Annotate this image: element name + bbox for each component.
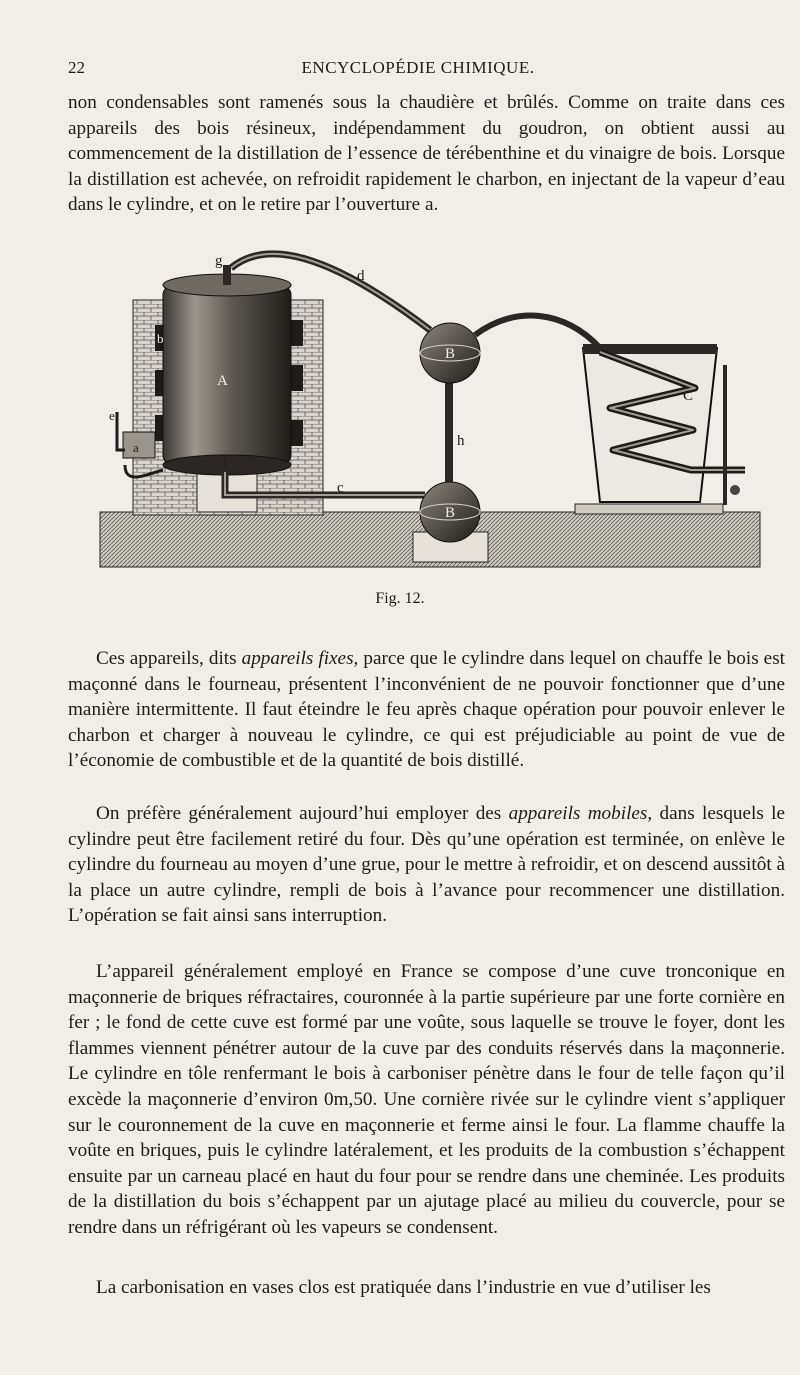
label-i: i — [223, 455, 227, 470]
page-header — [68, 58, 768, 84]
text-run: Ces appareils, dits — [96, 648, 242, 669]
label-g: g — [215, 253, 223, 269]
label-e: e — [109, 408, 115, 423]
label-h: h — [457, 433, 465, 449]
figure-caption: Fig. 12. — [375, 590, 425, 607]
figure-distillation-apparatus — [95, 240, 765, 585]
label-d: d — [357, 268, 365, 284]
label-B-top: B — [445, 346, 456, 362]
paragraph-fixed-apparatus — [68, 646, 785, 774]
running-title: ENCYCLOPÉDIE CHIMIQUE. — [301, 58, 535, 77]
page-number: 22 — [68, 58, 85, 77]
label-cylinder-A: A — [217, 373, 228, 389]
label-B-bottom: B — [445, 505, 456, 521]
label-condenser-C: C — [683, 388, 694, 404]
label-b: b — [157, 331, 164, 346]
label-c: c — [337, 480, 344, 496]
paragraph-closed-vessel: La carbonisation en vases clos est pratiquée dans l’industrie en vue d’utiliser les — [96, 1277, 711, 1298]
label-a: a — [133, 440, 139, 455]
text-run: On préfère généralement aujourd’hui employer des — [96, 803, 509, 824]
italic-term: appareils mobiles — [508, 803, 648, 824]
text-run: , parce que le cylindre dans lequel on chauffe le bois est maçonné dans le fourneau, présentent l’inconvénient de ne pouvoir fonctionner que d’une manière intermittente. Il faut éteindre le feu après chaque opération pour pouvoir enlever le charbon et charger à nouveau le cylindre, ce qui est préjudiciable au point de vue de l’économie de combustible et de la quantité de bois distillé. — [68, 648, 785, 772]
italic-term: appareils fixes — [241, 648, 354, 669]
apparatus-illustration — [95, 240, 765, 585]
paragraph-mobile-apparatus — [68, 801, 785, 929]
paragraph-french-apparatus: L’appareil généralement employé en France se compose d’une cuve tronconique en maçonnerie de briques réfractaires, couronnée à la partie supérieure par une forte cornière en fer ; le fond de cette cuve est formé par une voûte, sous laquelle se trouve le foyer, dont les flammes viennent pénétrer autour de la cuve par des conduits réservés dans la maçonnerie. Le cylindre en tôle renfermant le bois à carboniser pénètre dans le four de telle façon qu’il excède la maçonnerie d’environ 0m,50. Une cornière rivée sur le cylindre vient s’appliquer sur le couronnement de la cuve en maçonnerie et ferme ainsi le four. La flamme chauffe la voûte en briques, puis le cylindre latéralement, et les produits de la combustion s’échappent ensuite par un carneau placé en haut du four pour se rendre dans une cheminée. Les produits de la distillation du bois s’échappent par un ajutage placé au milieu du couvercle, pour se rendre dans un réfrigérant où les vapeurs se condensent. — [68, 961, 785, 1238]
paragraph-continuation: non condensables sont ramenés sous la chaudière et brûlés. Comme on traite dans ces appareils des bois résineux, indépendamment du goudron, on obtient aussi au commencement de la distillation de l’essence de térébenthine et du vinaigre de bois. Lorsque la distillation est achevée, on refroidit rapidement le charbon, en injectant de la vapeur d’eau dans le cylindre, et on le retire par l’ouverture a. — [68, 92, 785, 216]
text-run: , dans lesquels le cylindre peut être facilement retiré du four. Dès qu’une opération est terminée, on enlève le cylindre du fourneau au moyen d’une grue, pour le mettre à refroidir, et on descend aussitôt à la place un autre cylindre, rempli de bois à l’avance pour recommencer une distillation. L’opération se fait ainsi sans interruption. — [68, 803, 785, 927]
